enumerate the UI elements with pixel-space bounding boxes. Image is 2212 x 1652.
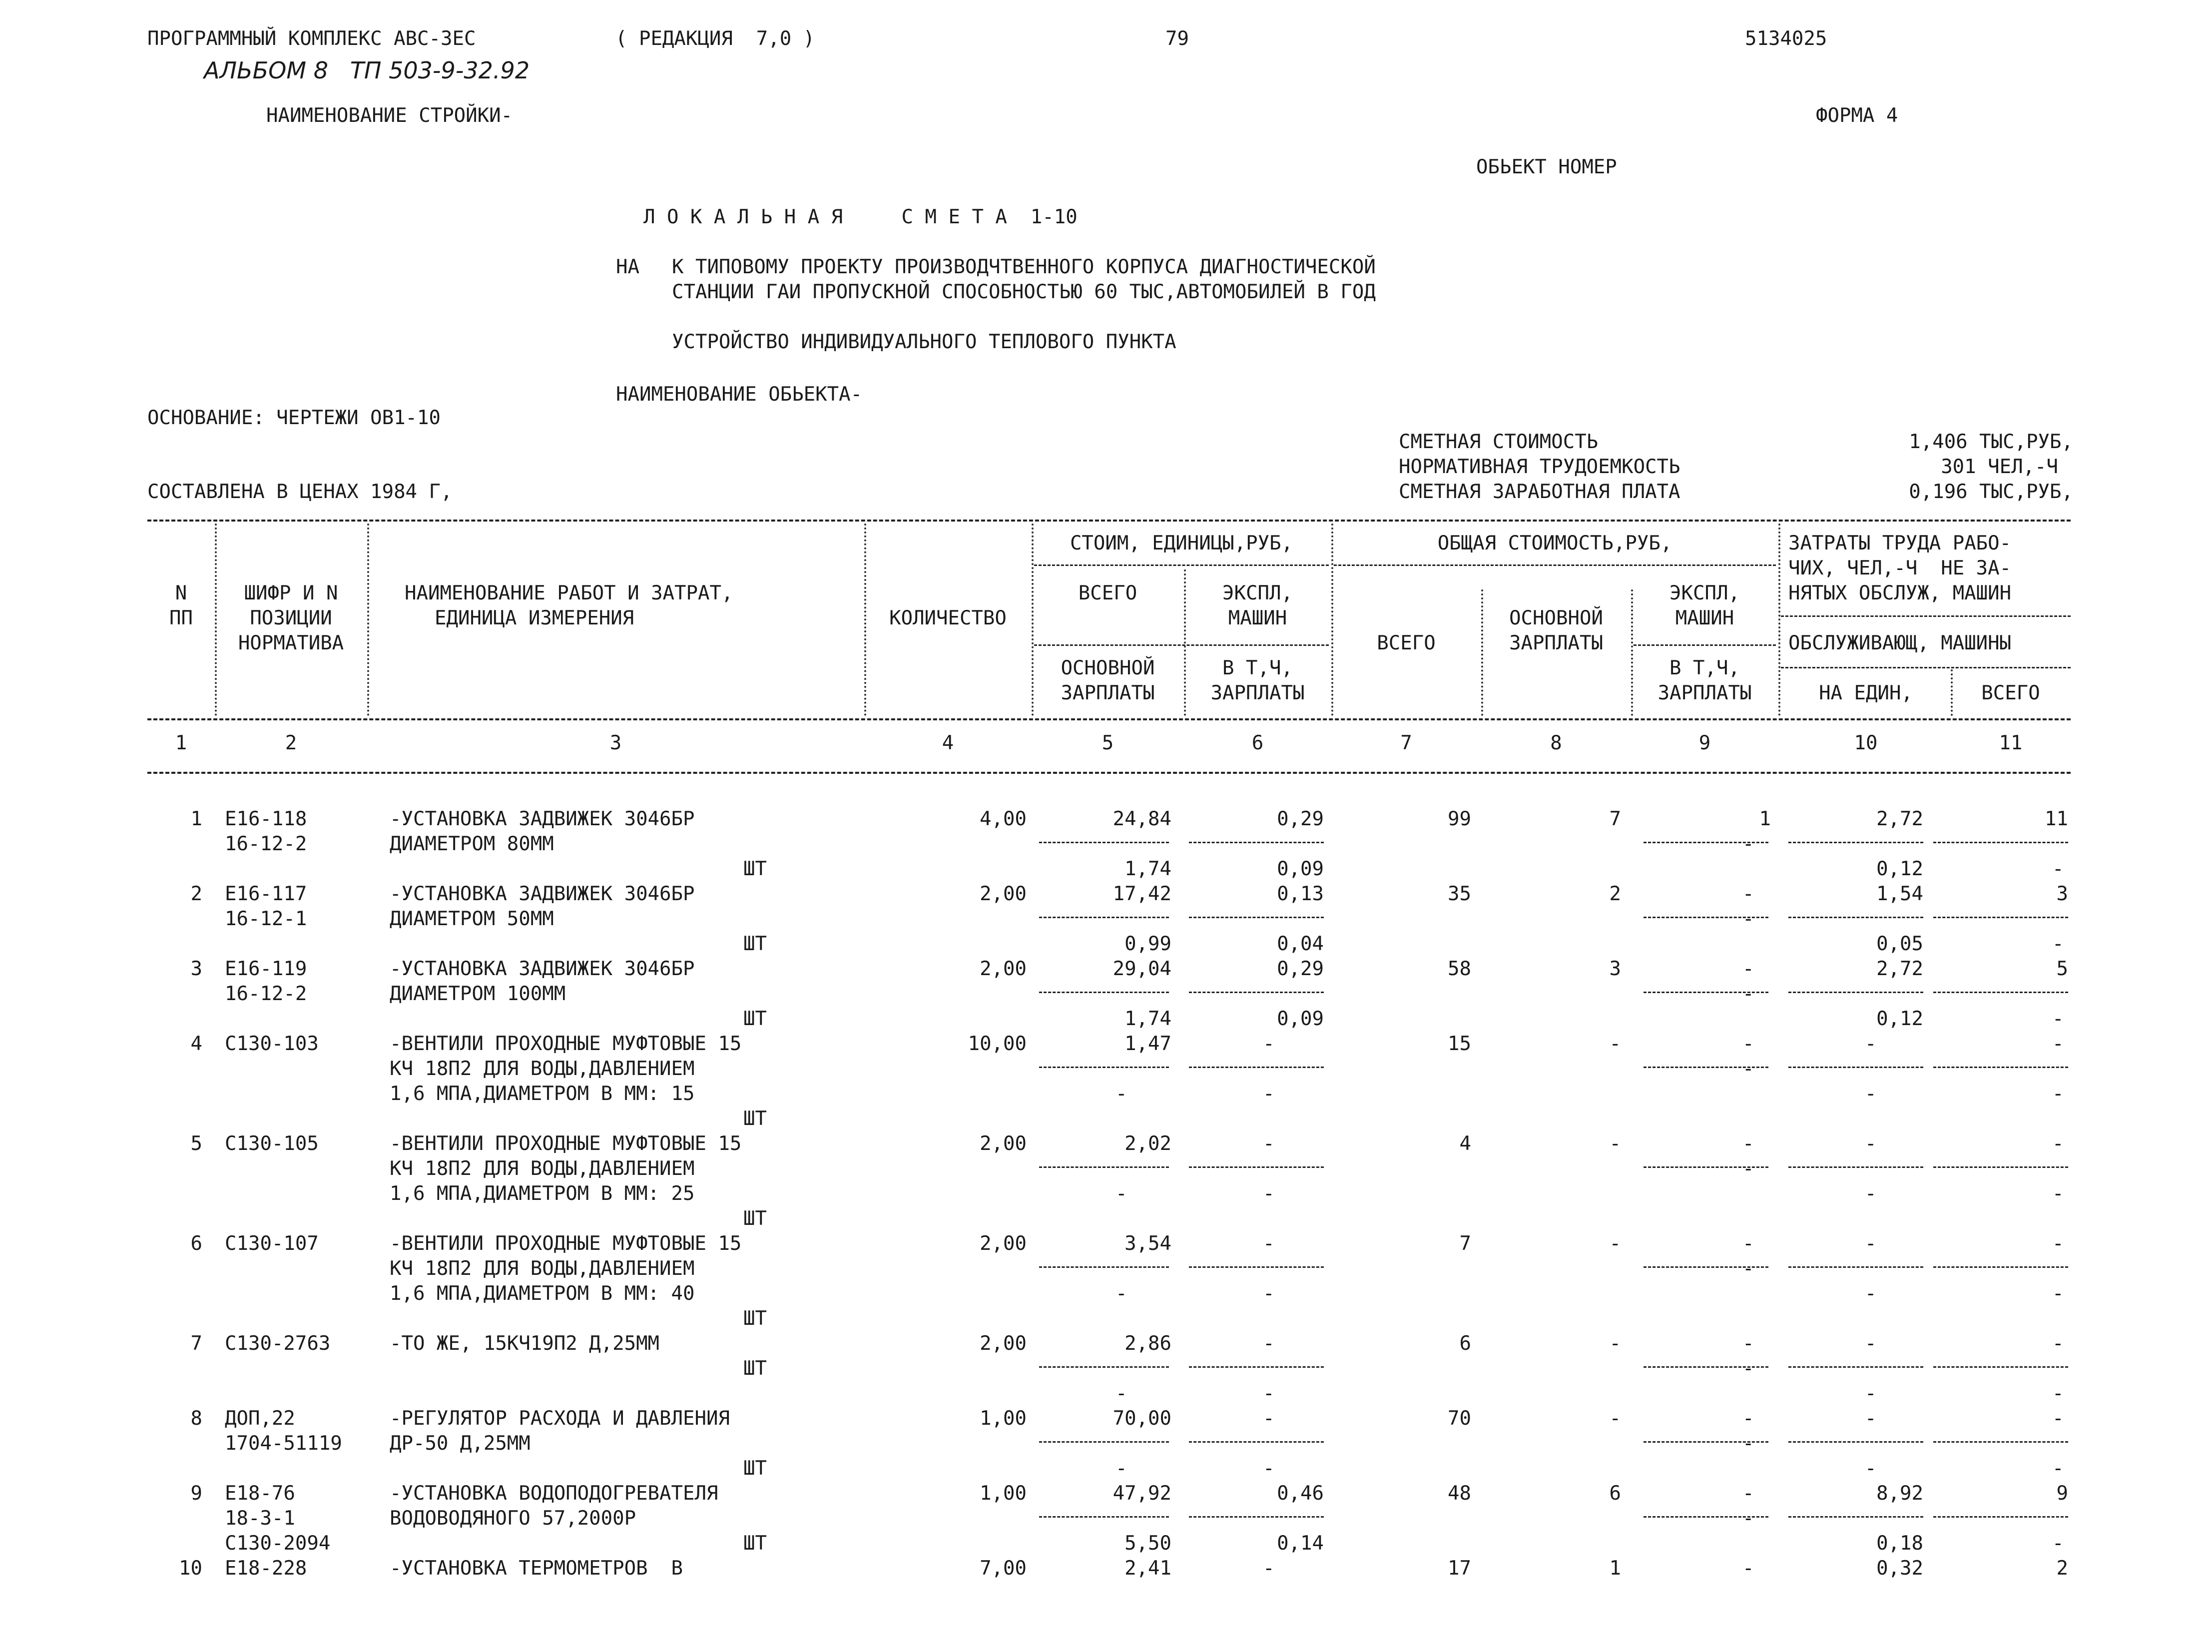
- labor-service-per-unit: 0,12: [1876, 1008, 1923, 1030]
- labor-per-unit: -: [1865, 1232, 1877, 1255]
- labor-service-per-unit: 0,05: [1876, 933, 1923, 955]
- unit-cost-total: 2,86: [1124, 1332, 1171, 1355]
- row-code: 18-3-1: [225, 1507, 295, 1530]
- total-machines: -: [1742, 883, 1754, 905]
- cell-rule: [1039, 1516, 1169, 1518]
- unit-base-wages: -: [1115, 1182, 1127, 1205]
- labor-per-unit: 0,32: [1876, 1557, 1923, 1580]
- row-description: -УСТАНОВКА ТЕРМОМЕТРОВ В: [390, 1557, 683, 1580]
- on-label: НА: [616, 256, 639, 278]
- total-base-wages: 3: [1609, 958, 1621, 980]
- document-code: 5134025: [1745, 27, 1827, 50]
- col-number: 7: [1400, 732, 1412, 754]
- row-code: С130-105: [225, 1132, 319, 1155]
- cell-rule: [1189, 1441, 1324, 1443]
- row-description: -УСТАНОВКА ЗАДВИЖЕК 3046БР: [390, 883, 695, 905]
- total-machines: -: [1742, 1407, 1754, 1430]
- cell-rule: [1039, 1366, 1169, 1368]
- labor-per-unit: 8,92: [1876, 1482, 1923, 1505]
- row-quantity: 7,00: [980, 1557, 1027, 1580]
- labor-total: 5: [2056, 958, 2068, 980]
- row-quantity: 4,00: [980, 808, 1027, 830]
- row-unit: ШТ: [743, 1207, 767, 1230]
- row-code: Е16-119: [225, 958, 307, 980]
- row-description: 1,6 МПА,ДИАМЕТРОМ В ММ: 25: [390, 1182, 695, 1205]
- cell-rule: [1933, 842, 2068, 843]
- row-description: ДИАМЕТРОМ 80ММ: [390, 833, 554, 855]
- row-quantity: 10,00: [968, 1033, 1027, 1055]
- cell-rule: [1933, 1366, 2068, 1368]
- total-base-wages: -: [1609, 1033, 1621, 1055]
- total-base-wages: 6: [1609, 1482, 1621, 1505]
- labor-per-unit: 1,54: [1876, 883, 1923, 905]
- unit-machines-wages: -: [1263, 1382, 1275, 1405]
- labor-per-unit: -: [1865, 1132, 1877, 1155]
- labor-service-total: -: [2052, 1382, 2064, 1405]
- unit-cost-total: 47,92: [1112, 1482, 1171, 1505]
- unit-cost-total: 2,41: [1124, 1557, 1171, 1580]
- total-machines: -: [1742, 1132, 1754, 1155]
- labor-total: -: [2052, 1232, 2064, 1255]
- labor-service-per-unit: -: [1865, 1382, 1877, 1405]
- total-machines-wages: -: [1742, 833, 1754, 855]
- col-number: 2: [285, 732, 297, 754]
- row-description: -ТО ЖЕ, 15КЧ19П2 Д,25ММ: [390, 1332, 660, 1355]
- labor-service-total: -: [2052, 1008, 2064, 1030]
- labor-service-total: -: [2052, 1282, 2064, 1305]
- row-code: ДОП,22: [225, 1407, 295, 1430]
- summary-label-2: НОРМАТИВНАЯ ТРУДОЕМКОСТЬ: [1399, 456, 1680, 478]
- cell-rule: [1039, 917, 1169, 918]
- cell-rule: [1039, 1166, 1169, 1168]
- row-description: -ВЕНТИЛИ ПРОХОДНЫЕ МУФТОВЫЕ 15: [390, 1132, 742, 1155]
- unit-base-wages: 0,99: [1124, 933, 1171, 955]
- unit-cost-machines: -: [1263, 1033, 1275, 1055]
- row-description: КЧ 18П2 ДЛЯ ВОДЫ,ДАВЛЕНИЕМ: [390, 1058, 695, 1080]
- labor-total: 3: [2056, 883, 2068, 905]
- total-base-wages: -: [1609, 1232, 1621, 1255]
- labor-service-per-unit: -: [1865, 1457, 1877, 1480]
- total-cost: 17: [1448, 1557, 1471, 1580]
- row-code: С130-2763: [225, 1332, 331, 1355]
- summary-label-1: СМЕТНАЯ СТОИМОСТЬ: [1399, 431, 1599, 453]
- object-name-label: НАИМЕНОВАНИЕ ОБЬЕКТА-: [616, 383, 863, 406]
- unit-base-wages: 1,74: [1124, 858, 1171, 880]
- labor-total: -: [2052, 1407, 2064, 1430]
- row-number: 3: [190, 958, 202, 980]
- unit-cost-total: 3,54: [1124, 1232, 1171, 1255]
- page-title: Л О К А Л Ь Н А Я С М Е Т А 1-10: [643, 206, 1078, 228]
- cell-rule: [1788, 1067, 1923, 1068]
- row-code: Е16-117: [225, 883, 307, 905]
- row-description: ВОДОВОДЯНОГО 57,2000Р: [390, 1507, 636, 1530]
- row-quantity: 2,00: [980, 1232, 1027, 1255]
- total-base-wages: 7: [1609, 808, 1621, 830]
- labor-service-total: -: [2052, 858, 2064, 880]
- row-number: 10: [179, 1557, 202, 1580]
- total-machines: -: [1742, 1482, 1754, 1505]
- cell-rule: [1788, 842, 1923, 843]
- row-quantity: 2,00: [980, 1132, 1027, 1155]
- cell-rule: [1189, 1516, 1324, 1518]
- total-cost: 6: [1459, 1332, 1471, 1355]
- total-machines: -: [1742, 1232, 1754, 1255]
- row-unit: ШТ: [743, 1307, 767, 1330]
- row-description: -РЕГУЛЯТОР РАСХОДА И ДАВЛЕНИЯ: [390, 1407, 730, 1430]
- cell-rule: [1933, 1441, 2068, 1443]
- unit-cost-total: 1,47: [1124, 1033, 1171, 1055]
- total-cost: 70: [1448, 1407, 1471, 1430]
- row-quantity: 2,00: [980, 883, 1027, 905]
- labor-total: -: [2052, 1332, 2064, 1355]
- row-description: -ВЕНТИЛИ ПРОХОДНЫЕ МУФТОВЫЕ 15: [390, 1033, 742, 1055]
- row-unit: ШТ: [743, 1357, 767, 1380]
- total-cost: 4: [1459, 1132, 1471, 1155]
- row-unit: ШТ: [743, 933, 767, 955]
- project-line-1: К ТИПОВОМУ ПРОЕКТУ ПРОИЗВОДЧТВЕННОГО КОРПУСА ДИАГНОСТИЧЕСКОЙ: [672, 256, 1376, 278]
- row-code: Е16-118: [225, 808, 307, 830]
- col-number: 8: [1550, 732, 1562, 754]
- row-description: -ВЕНТИЛИ ПРОХОДНЫЕ МУФТОВЫЕ 15: [390, 1232, 742, 1255]
- row-description: КЧ 18П2 ДЛЯ ВОДЫ,ДАВЛЕНИЕМ: [390, 1257, 695, 1280]
- labor-service-total: -: [2052, 1532, 2064, 1555]
- cell-rule: [1189, 842, 1324, 843]
- estimate-page: ПРОГРАММНЫЙ КОМПЛЕКС АВС-3ЕС ( РЕДАКЦИЯ 7,0 ) 79 5134025 АЛЬБОМ 8 ТП 503-9-32.92 НАИМЕНОВАНИЕ СТРОЙКИ- ФОРМА 4 ОБЬЕКТ НОМЕР Л О К А Л Ь Н А Я С М Е Т А 1-10 НА К ТИПОВОМУ ПРОЕКТУ ПРОИЗВОДЧТВЕННОГО КОРПУСА ДИАГНОСТИЧЕСКОЙ СТАНЦИИ ГАИ ПРОПУСКНОЙ СПОСОБНОСТЬЮ 60 ТЫС,АВТОМОБИЛЕЙ В ГОД УСТРОЙСТВО ИНДИВИДУАЛЬНОГО ТЕПЛОВОГО ПУНКТА НАИМЕНОВАНИЕ ОБЬЕКТА- ОСНОВАНИЕ: ЧЕРТЕЖИ ОВ1-10 СМЕТНАЯ СТОИМОСТЬ 1,406 ТЫС,РУБ, НОРМАТИВНАЯ ТРУДОЕМКОСТЬ 301 ЧЕЛ,-Ч СОСТАВЛЕНА В ЦЕНАХ 1984 Г, СМЕТНАЯ ЗАРАБОТНАЯ ПЛАТА 0,196 ТЫС,РУБ, N ПП ШИФР И N ПОЗИЦИИ НОРМАТИВА НАИМЕНОВАНИЕ РАБОТ И ЗАТРАТ, ЕДИНИЦА ИЗМЕРЕНИЯ КОЛИЧЕСТВО СТОИМ, ЕДИНИЦЫ,РУБ, ВСЕГО ЭКСПЛ, МАШИН ОСНОВНОЙ ЗАРПЛАТЫ В Т,Ч, ЗАРПЛАТЫ ОБЩАЯ СТОИМОСТЬ,РУБ, ВСЕГО ОСНОВНОЙ ЗАРПЛАТЫ ЭКСПЛ, МАШИН В Т,Ч, ЗАРПЛАТЫ ЗАТРАТЫ ТРУДА РАБО- ЧИХ, ЧЕЛ,-Ч НЕ ЗА- НЯТЫХ ОБСЛУЖ, МАШИН ОБСЛУЖИВАЮЩ, МАШИНЫ НА ЕДИН, ВСЕГО 1 2 3 4 5 6 7 8 9 10 11 1 Е16-118 16-12-2 -УСТАНОВКА ЗАДВИЖЕК 3046БР ДИАМЕТРОМ 80ММ ШТ 4,00 24,84 0,29 99 7 1 2,72 11 1,74 0,09 - 0,12 - 2 Е16-117 16-12-1 -УСТАНОВКА ЗАДВИЖЕК 3046БР ДИАМЕТРОМ 50ММ ШТ 2,00 17,42 0,13 35 2 - 1,54 3 0,99 0,04 - 0,05 - 3 Е16-119 16-12-2 -УСТАНОВКА ЗАДВИЖЕК 3046БР ДИАМЕТРОМ 100ММ ШТ 2,00 29,04 0,29 58 3 - 2,72 5 1,74 0,09 - 0,12 - 4 С130-103 -ВЕНТИЛИ ПРОХОДНЫЕ МУФТОВЫЕ 15 КЧ 18П2 ДЛЯ ВОДЫ,ДАВЛЕНИЕМ 1,6 МПА,ДИАМЕТРОМ В ММ: 15 ШТ 10,00 1,47 - 15 - - - - - - - - - 5 С130-105 -ВЕНТИЛИ ПРОХОДНЫЕ МУФТОВЫЕ 15 КЧ 18П2 ДЛЯ ВОДЫ,ДАВЛЕНИЕМ 1,6 МПА,ДИАМЕТРОМ В ММ: 25 ШТ 2,00 2,02 - 4 - - - - - - - - - 6 С130-107 -ВЕНТИЛИ ПРОХОДНЫЕ МУФТОВЫЕ 15 КЧ 18П2 ДЛЯ ВОДЫ,ДАВЛЕНИЕМ 1,6 МПА,ДИАМЕТРОМ В ММ: 40 ШТ 2,00 3,54 - 7 - - - - - - - - - 7 С130-2763 -ТО ЖЕ, 15КЧ19П2 Д,25ММ ШТ 2,00 2,86 - 6 - - - - - - - - - 8 ДОП,22 1704-51119 -РЕГУЛЯТОР РАСХОДА И ДАВЛЕНИЯ ДР-50 Д,25ММ ШТ 1,00 70,00 - 70 - - - - - - - - - 9 Е18-76 18-3-1 С130-2094 -УСТАНОВКА ВОДОПОДОГРЕВАТЕЛЯ ВОДОВОДЯНОГО 57,2000Р ШТ 1,00 47,92 0,46 48 6 - 8,92 9 5,50 0,14 - 0,18 - 10 Е18-228 -УСТАНОВКА ТЕРМОМЕТРОВ В 7,00 2,41 - 17 1 - 0,32 2: [147, 27, 2073, 1580]
- col-header-n: N: [175, 582, 187, 604]
- summary-value-2: 301 ЧЕЛ,-Ч: [1941, 456, 2058, 478]
- row-description: -УСТАНОВКА ЗАДВИЖЕК 3046БР: [390, 958, 695, 980]
- labor-total: 9: [2056, 1482, 2068, 1505]
- cell-rule: [1788, 1441, 1923, 1443]
- total-base-wages: -: [1609, 1332, 1621, 1355]
- cell-rule: [1933, 1067, 2068, 1068]
- cell-rule: [1788, 1366, 1923, 1368]
- cell-rule: [1788, 1166, 1923, 1168]
- page-number: 79: [1165, 27, 1189, 50]
- total-machines-wages: -: [1742, 1507, 1754, 1530]
- unit-cost-machines: -: [1263, 1332, 1275, 1355]
- unit-machines-wages: -: [1263, 1282, 1275, 1305]
- col-number: 3: [609, 732, 622, 754]
- total-machines: -: [1742, 1557, 1754, 1580]
- total-machines-wages: -: [1742, 1157, 1754, 1180]
- unit-base-wages: -: [1115, 1457, 1127, 1480]
- header-bottom-rule: [147, 772, 2071, 774]
- table-top-rule: [147, 520, 2071, 522]
- total-machines-wages: -: [1742, 908, 1754, 930]
- cell-rule: [1189, 1166, 1324, 1168]
- row-code: С130-107: [225, 1232, 319, 1255]
- row-quantity: 2,00: [980, 1332, 1027, 1355]
- cell-rule: [1189, 992, 1324, 993]
- price-basis: СОСТАВЛЕНА В ЦЕНАХ 1984 Г,: [147, 481, 453, 503]
- row-code: С130-103: [225, 1033, 319, 1055]
- row-description: КЧ 18П2 ДЛЯ ВОДЫ,ДАВЛЕНИЕМ: [390, 1157, 695, 1180]
- row-code: 16-12-1: [225, 908, 307, 930]
- total-cost: 15: [1448, 1033, 1471, 1055]
- total-machines: -: [1742, 1332, 1754, 1355]
- col-header-name: НАИМЕНОВАНИЕ РАБОТ И ЗАТРАТ,: [405, 582, 733, 604]
- row-number: 5: [190, 1132, 202, 1155]
- labor-service-total: -: [2052, 933, 2064, 955]
- total-cost: 58: [1448, 958, 1471, 980]
- total-machines: -: [1742, 1033, 1754, 1055]
- row-number: 1: [190, 808, 202, 830]
- row-quantity: 1,00: [980, 1407, 1027, 1430]
- form-number: ФОРМА 4: [1816, 104, 1898, 127]
- unit-cost-machines: -: [1263, 1557, 1275, 1580]
- unit-machines-wages: -: [1263, 1182, 1275, 1205]
- project-line-2: СТАНЦИИ ГАИ ПРОПУСКНОЙ СПОСОБНОСТЬЮ 60 ТЫС,АВТОМОБИЛЕЙ В ГОД: [672, 281, 1376, 303]
- labor-per-unit: -: [1865, 1407, 1877, 1430]
- unit-cost-total: 2,02: [1124, 1132, 1171, 1155]
- unit-cost-machines: 0,29: [1277, 808, 1324, 830]
- col-number: 4: [942, 732, 954, 754]
- row-code: Е18-76: [225, 1482, 295, 1505]
- unit-machines-wages: -: [1263, 1457, 1275, 1480]
- album-handwritten: АЛЬБОМ 8 ТП 503-9-32.92: [204, 57, 530, 84]
- labor-per-unit: 2,72: [1876, 958, 1923, 980]
- labor-total: 11: [2045, 808, 2068, 830]
- unit-base-wages: 1,74: [1124, 1008, 1171, 1030]
- unit-machines-wages: -: [1263, 1083, 1275, 1105]
- total-cost: 7: [1459, 1232, 1471, 1255]
- basis: ОСНОВАНИЕ: ЧЕРТЕЖИ ОВ1-10: [147, 407, 441, 429]
- row-quantity: 2,00: [980, 958, 1027, 980]
- labor-service-total: -: [2052, 1457, 2064, 1480]
- object-number-label: ОБЬЕКТ НОМЕР: [1476, 156, 1617, 178]
- row-number: 4: [190, 1033, 202, 1055]
- cell-rule: [1788, 1516, 1923, 1518]
- cell-rule: [1788, 917, 1923, 918]
- row-code: Е18-228: [225, 1557, 307, 1580]
- unit-cost-machines: -: [1263, 1132, 1275, 1155]
- total-base-wages: 2: [1609, 883, 1621, 905]
- unit-cost-machines: 0,46: [1277, 1482, 1324, 1505]
- row-code: 16-12-2: [225, 833, 307, 855]
- labor-per-unit: -: [1865, 1033, 1877, 1055]
- row-description: -УСТАНОВКА ВОДОПОДОГРЕВАТЕЛЯ: [390, 1482, 718, 1505]
- labor-total: -: [2052, 1033, 2064, 1055]
- labor-service-total: -: [2052, 1083, 2064, 1105]
- row-description: 1,6 МПА,ДИАМЕТРОМ В ММ: 40: [390, 1282, 695, 1305]
- unit-cost-total: 70,00: [1112, 1407, 1171, 1430]
- total-cost: 99: [1448, 808, 1471, 830]
- row-unit: ШТ: [743, 858, 767, 880]
- col-number: 6: [1251, 732, 1264, 754]
- row-code: С130-2094: [225, 1532, 331, 1555]
- row-unit: ШТ: [743, 1008, 767, 1030]
- unit-base-wages: 5,50: [1124, 1532, 1171, 1555]
- row-unit: ШТ: [743, 1532, 767, 1555]
- labor-service-total: -: [2052, 1182, 2064, 1205]
- cell-rule: [1039, 842, 1169, 843]
- summary-value-3: 0,196 ТЫС,РУБ,: [1909, 481, 2073, 503]
- col-number: 9: [1698, 732, 1711, 754]
- col-number: 1: [175, 732, 187, 754]
- row-description: ДИАМЕТРОМ 100ММ: [390, 983, 566, 1005]
- col-header-unit-cost: СТОИМ, ЕДИНИЦЫ,РУБ,: [1070, 532, 1293, 554]
- total-machines-wages: -: [1742, 1357, 1754, 1380]
- row-description: 1,6 МПА,ДИАМЕТРОМ В ММ: 15: [390, 1083, 695, 1105]
- cell-rule: [1933, 992, 2068, 993]
- row-unit: ШТ: [743, 1107, 767, 1130]
- total-machines-wages: -: [1742, 1058, 1754, 1080]
- cell-rule: [1189, 1366, 1324, 1368]
- total-machines-wages: -: [1742, 983, 1754, 1005]
- subtitle: УСТРОЙСТВО ИНДИВИДУАЛЬНОГО ТЕПЛОВОГО ПУНКТА: [672, 331, 1176, 353]
- program-name: ПРОГРАММНЫЙ КОМПЛЕКС АВС-3ЕС: [147, 27, 476, 50]
- unit-cost-machines: -: [1263, 1407, 1275, 1430]
- total-machines: 1: [1759, 808, 1771, 830]
- cell-rule: [1933, 1266, 2068, 1268]
- cell-rule: [1039, 992, 1169, 993]
- cell-rule: [1189, 1067, 1324, 1068]
- edition: ( РЕДАКЦИЯ 7,0 ): [615, 27, 815, 50]
- unit-base-wages: -: [1115, 1083, 1127, 1105]
- row-code: 16-12-2: [225, 983, 307, 1005]
- unit-machines-wages: 0,09: [1277, 1008, 1324, 1030]
- col-header-quantity: КОЛИЧЕСТВО: [889, 607, 1007, 629]
- labor-service-per-unit: 0,12: [1876, 858, 1923, 880]
- row-number: 9: [190, 1482, 202, 1505]
- labor-per-unit: -: [1865, 1332, 1877, 1355]
- unit-cost-total: 29,04: [1112, 958, 1171, 980]
- unit-cost-machines: 0,29: [1277, 958, 1324, 980]
- row-quantity: 1,00: [980, 1482, 1027, 1505]
- unit-machines-wages: 0,09: [1277, 858, 1324, 880]
- total-cost: 48: [1448, 1482, 1471, 1505]
- row-description: ДИАМЕТРОМ 50ММ: [390, 908, 554, 930]
- labor-total: -: [2052, 1132, 2064, 1155]
- row-description: ДР-50 Д,25ММ: [390, 1432, 531, 1455]
- total-machines-wages: -: [1742, 1432, 1754, 1455]
- total-base-wages: -: [1609, 1407, 1621, 1430]
- total-base-wages: -: [1609, 1132, 1621, 1155]
- row-number: 7: [190, 1332, 202, 1355]
- col-number: 10: [1854, 732, 1878, 754]
- header-numbers-rule: [147, 718, 2071, 720]
- row-number: 2: [190, 883, 202, 905]
- cell-rule: [1788, 1266, 1923, 1268]
- unit-cost-total: 24,84: [1112, 808, 1171, 830]
- cell-rule: [1189, 917, 1324, 918]
- col-header-code: ШИФР И N: [244, 582, 338, 604]
- summary-label-3: СМЕТНАЯ ЗАРАБОТНАЯ ПЛАТА: [1399, 481, 1680, 503]
- total-machines: -: [1742, 958, 1754, 980]
- total-base-wages: 1: [1609, 1557, 1621, 1580]
- labor-service-per-unit: -: [1865, 1182, 1877, 1205]
- unit-machines-wages: 0,14: [1277, 1532, 1324, 1555]
- col-header-total-cost: ОБЩАЯ СТОИМОСТЬ,РУБ,: [1437, 532, 1672, 554]
- labor-total: 2: [2056, 1557, 2068, 1580]
- unit-machines-wages: 0,04: [1277, 933, 1324, 955]
- cell-rule: [1189, 1266, 1324, 1268]
- col-header-labor: ЗАТРАТЫ ТРУДА РАБО-: [1788, 532, 2012, 554]
- cell-rule: [1933, 1516, 2068, 1518]
- col-number: 11: [1999, 732, 2023, 754]
- unit-cost-machines: 0,13: [1277, 883, 1324, 905]
- construction-name-label: НАИМЕНОВАНИЕ СТРОЙКИ-: [266, 104, 513, 127]
- cell-rule: [1933, 917, 2068, 918]
- cell-rule: [1039, 1067, 1169, 1068]
- labor-service-per-unit: 0,18: [1876, 1532, 1923, 1555]
- row-code: 1704-51119: [225, 1432, 342, 1455]
- cell-rule: [1039, 1441, 1169, 1443]
- cell-rule: [1933, 1166, 2068, 1168]
- row-number: 6: [190, 1232, 202, 1255]
- cell-rule: [1788, 992, 1923, 993]
- row-unit: ШТ: [743, 1457, 767, 1480]
- row-description: -УСТАНОВКА ЗАДВИЖЕК 3046БР: [390, 808, 695, 830]
- row-number: 8: [190, 1407, 202, 1430]
- unit-cost-total: 17,42: [1112, 883, 1171, 905]
- unit-base-wages: -: [1115, 1382, 1127, 1405]
- labor-service-per-unit: -: [1865, 1282, 1877, 1305]
- total-machines-wages: -: [1742, 1257, 1754, 1280]
- labor-service-per-unit: -: [1865, 1083, 1877, 1105]
- col-number: 5: [1102, 732, 1114, 754]
- total-cost: 35: [1448, 883, 1471, 905]
- unit-cost-machines: -: [1263, 1232, 1275, 1255]
- labor-per-unit: 2,72: [1876, 808, 1923, 830]
- cell-rule: [1039, 1266, 1169, 1268]
- unit-base-wages: -: [1115, 1282, 1127, 1305]
- summary-value-1: 1,406 ТЫС,РУБ,: [1909, 431, 2073, 453]
